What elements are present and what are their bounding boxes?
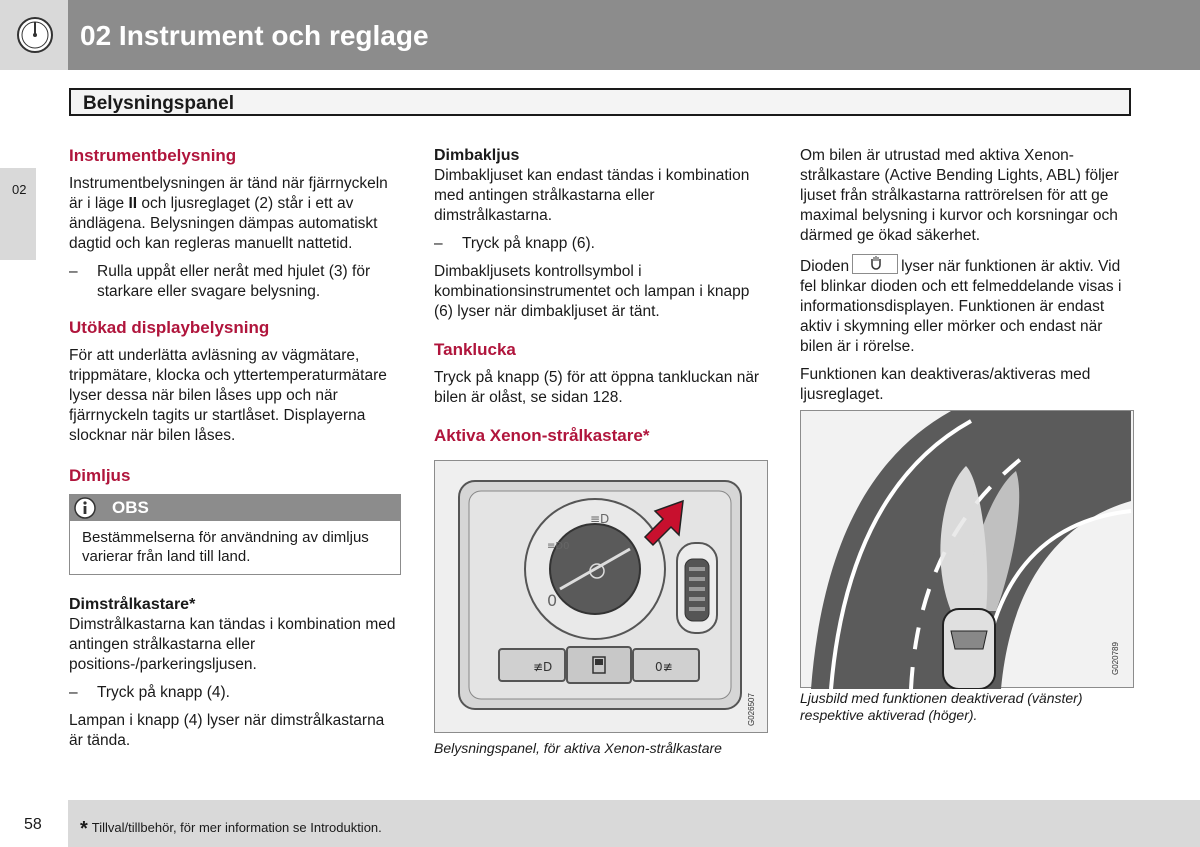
paragraph: Lampan i knapp (4) lyser när dimstrålkastarna är tända. — [69, 712, 385, 749]
dash-item: – Tryck på knapp (4). — [69, 684, 230, 701]
dash-text: Tryck på knapp (6). — [462, 235, 595, 252]
figure-lighting-panel — [434, 460, 768, 733]
headlight-indicator-icon — [852, 254, 898, 274]
dash-text: Rulla uppåt eller neråt med hjulet (3) för starkare eller svagare belysning. — [97, 263, 371, 300]
bending-lights-illustration — [801, 411, 1135, 689]
paragraph: Om bilen är utrustad med aktiva Xenon-strålkastare (Active Bending Lights, ABL) följer ljuset från strålkastarna rattrörelsen för att ge maximal belysning i kurvor och korsningar och därmed ge ökad säkerhet. — [800, 147, 1119, 244]
paragraph: Tryck på knapp (5) för att öppna tankluckan när bilen är olåst, se sidan 128. — [434, 369, 760, 406]
chapter-tab — [0, 168, 36, 260]
info-icon — [74, 497, 96, 519]
figure-caption: Belysningspanel, för aktiva Xenon-strålkastare — [434, 740, 722, 756]
page-number: 58 — [24, 816, 42, 833]
heading-dimstralkastare: Dimstrålkastare* — [69, 596, 196, 613]
heading-aktiva-xenon: Aktiva Xenon-strålkastare* — [434, 426, 650, 445]
heading-instrumentbelysning: Instrumentbelysning — [69, 146, 237, 165]
dash-text: Tryck på knapp (4). — [97, 684, 230, 701]
heading-dimbakljus: Dimbakljus — [434, 147, 520, 164]
svg-text:≢D: ≢D — [533, 660, 553, 674]
obs-text: Bestämmelserna för användning av dimljus varierar från land till land. — [82, 529, 369, 565]
paragraph: Dimbakljusets kontrollsymbol i kombinationsinstrumentet och lampan i knapp (6) lyser när dimbakljuset är tänt. — [434, 263, 750, 320]
svg-text:≡D0: ≡D0 — [547, 541, 570, 552]
figure-caption: Ljusbild med funktionen deaktiverad (vänster) respektive aktiverad (höger). — [800, 690, 1083, 723]
dash-item: – Tryck på knapp (6). — [434, 235, 595, 252]
column-2 — [434, 146, 770, 454]
text: och ljusreglaget (2) står i ett av ändlägena. Belysningen dämpas automatiskt dagtid och kan regleras manuellt nattetid. — [69, 195, 378, 252]
obs-header — [70, 495, 400, 521]
lighting-panel-illustration — [435, 461, 769, 734]
heading-dimljus: Dimljus — [69, 466, 131, 485]
chapter-tab-label: 02 — [12, 182, 27, 197]
heading-utokad-displaybelysning: Utökad displaybelysning — [69, 318, 270, 337]
paragraph — [800, 254, 1134, 357]
obs-label: OBS — [112, 498, 149, 517]
figure-code: G026507 — [747, 693, 756, 726]
heading-tanklucka: Tanklucka — [434, 340, 516, 359]
paragraph — [69, 174, 401, 254]
text: Instrumentbelysningen är tänd när fjärrnyckeln är i läge — [69, 175, 388, 212]
svg-text:≡D: ≡D — [590, 512, 610, 526]
dash-item: – Rulla uppåt eller neråt med hjulet (3) för starkare eller svagare belysning. — [69, 262, 401, 302]
text: lyser när funktionen är aktiv. Vid fel blinkar dioden och ett felmeddelande visas i informationsdisplayen. Funktionen är endast aktiv i skymning eller mörker och endast när bilen är i rörelse. — [800, 258, 1122, 355]
paragraph: Dimstrålkastarna kan tändas i kombination med antingen strålkastarna eller positions-/parkeringsljusen. — [69, 616, 396, 673]
section-title: Belysningspanel — [83, 93, 234, 114]
svg-text:0: 0 — [547, 591, 558, 610]
text: Dioden — [800, 258, 850, 275]
paragraph: Dimbakljuset kan endast tändas i kombination med antingen strålkastarna eller dimstrålkastarna. — [434, 167, 750, 224]
svg-text:0≢: 0≢ — [655, 660, 673, 674]
paragraph: För att underlätta avläsning av vägmätare, trippmätare, klocka och yttertemperaturmätare lyser dessa när bilen låses upp och när fjärrnyckeln tagits ur startlåset. Displayerna slocknar när bilen låses. — [69, 347, 387, 444]
column-3 — [800, 146, 1134, 413]
section-bar — [69, 88, 1131, 116]
paragraph: Funktionen kan deaktiveras/aktiveras med ljusreglaget. — [800, 366, 1091, 403]
obs-box — [69, 494, 401, 575]
footnote — [80, 818, 382, 841]
position-label: II — [128, 195, 138, 212]
footnote-text: Tillval/tillbehör, för mer information se Introduktion. — [91, 820, 382, 835]
column-1 — [69, 146, 401, 759]
figure-bending-lights — [800, 410, 1134, 688]
chapter-title: 02 Instrument och reglage — [80, 20, 429, 51]
figure-code: G020789 — [1111, 642, 1120, 675]
header-left-block — [0, 0, 68, 70]
gauge-icon — [16, 16, 54, 54]
footnote-star: * — [80, 818, 88, 840]
